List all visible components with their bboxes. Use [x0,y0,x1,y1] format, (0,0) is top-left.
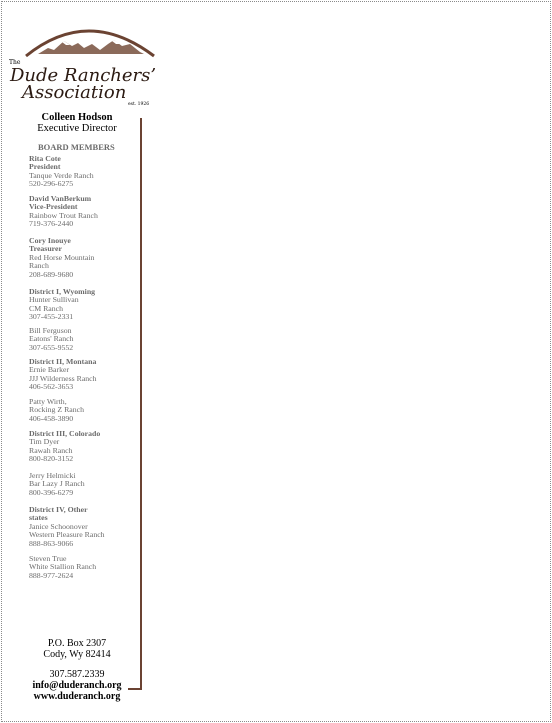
logo-line2: Association [22,82,127,103]
member-ranch: Bar Lazy J Ranch [29,479,85,489]
member-role: Treasurer [29,244,62,254]
member-name: David VanBerkum [29,194,92,203]
member-name: Hunter Sullivan [29,295,79,305]
city-state-zip: Cody, Wy 82414 [43,649,111,660]
district-heading-cont: states [29,513,48,523]
member-jerry-helmicki [29,472,129,497]
member-steven-true [29,555,129,580]
member-district-3 [29,430,129,464]
email-link[interactable]: info@duderanch.org [32,680,122,691]
member-rita-cote [29,155,129,189]
website-link[interactable]: www.duderanch.org [33,691,121,702]
district-heading: District III, Colorado [29,429,101,438]
vertical-divider [140,118,142,689]
member-phone: 406-458-3890 [29,413,74,423]
member-phone: 719-376-2440 [29,219,74,229]
member-district-4 [29,506,129,548]
member-name: Patty Wirth, [29,397,67,406]
member-ranch-cont: Ranch [29,261,49,271]
director-name: Colleen Hodson [41,112,113,123]
member-david-vanberkum [29,195,129,229]
member-ranch: JJJ Wilderness Ranch [29,373,97,383]
member-name: Ernie Barker [29,365,70,375]
logo-graphic [4,14,168,110]
district-heading: District II, Montana [29,357,97,366]
mountains-icon [38,40,144,54]
district-heading: District I, Wyoming [29,287,96,296]
member-ranch: Rainbow Trout Ranch [29,210,98,220]
member-ranch: Western Pleasure Ranch [29,530,105,540]
member-phone: 888-863-9066 [29,538,74,548]
po-box: P.O. Box 2307 [47,638,107,649]
member-district-2 [29,358,129,392]
member-name: Tim Dyer [29,437,60,447]
member-role: Vice-President [29,202,78,212]
member-ranch: White Stallion Ranch [29,562,97,572]
member-phone: 800-396-6279 [29,487,74,497]
member-cory-inouye [29,237,129,279]
member-district-1 [29,288,129,322]
member-name: Bill Ferguson [29,326,72,335]
logo-est: est. 1926 [128,102,150,107]
member-name: Rita Cote [29,154,61,163]
member-name: Janice Schoonover [29,521,88,531]
member-ranch: CM Ranch [29,303,64,313]
member-phone: 307-655-9552 [29,342,74,352]
member-role: President [29,162,61,172]
logo-line1: Dude Ranchers’ [10,65,157,86]
member-phone: 520-296-6275 [29,179,74,189]
member-phone: 208-689-9680 [29,269,74,279]
director-block [20,112,134,134]
member-phone: 406-562-3653 [29,382,74,392]
board-members-heading: BOARD MEMBERS [38,142,115,152]
member-phone: 800-820-3152 [29,454,74,464]
member-ranch: Eatons' Ranch [29,334,74,344]
director-title: Executive Director [37,123,117,134]
member-ranch: Rawah Ranch [29,445,73,455]
member-name: Cory Inouye [29,236,71,245]
member-phone: 888-977-2624 [29,570,74,580]
member-patty-wirth [29,398,129,423]
phone-number: 307.587.2339 [49,669,105,680]
member-name: Steven True [29,554,67,563]
logo-the: The [9,59,21,66]
member-ranch: Red Horse Mountain [29,252,95,262]
district-heading: District IV, Other [29,505,88,514]
logo [4,14,168,110]
member-ranch: Tanque Verde Ranch [29,170,94,180]
member-name: Jerry Helmicki [29,471,76,480]
member-phone: 307-455-2331 [29,312,74,322]
member-bill-ferguson [29,327,129,352]
member-ranch: Rocking Z Ranch [29,405,85,415]
